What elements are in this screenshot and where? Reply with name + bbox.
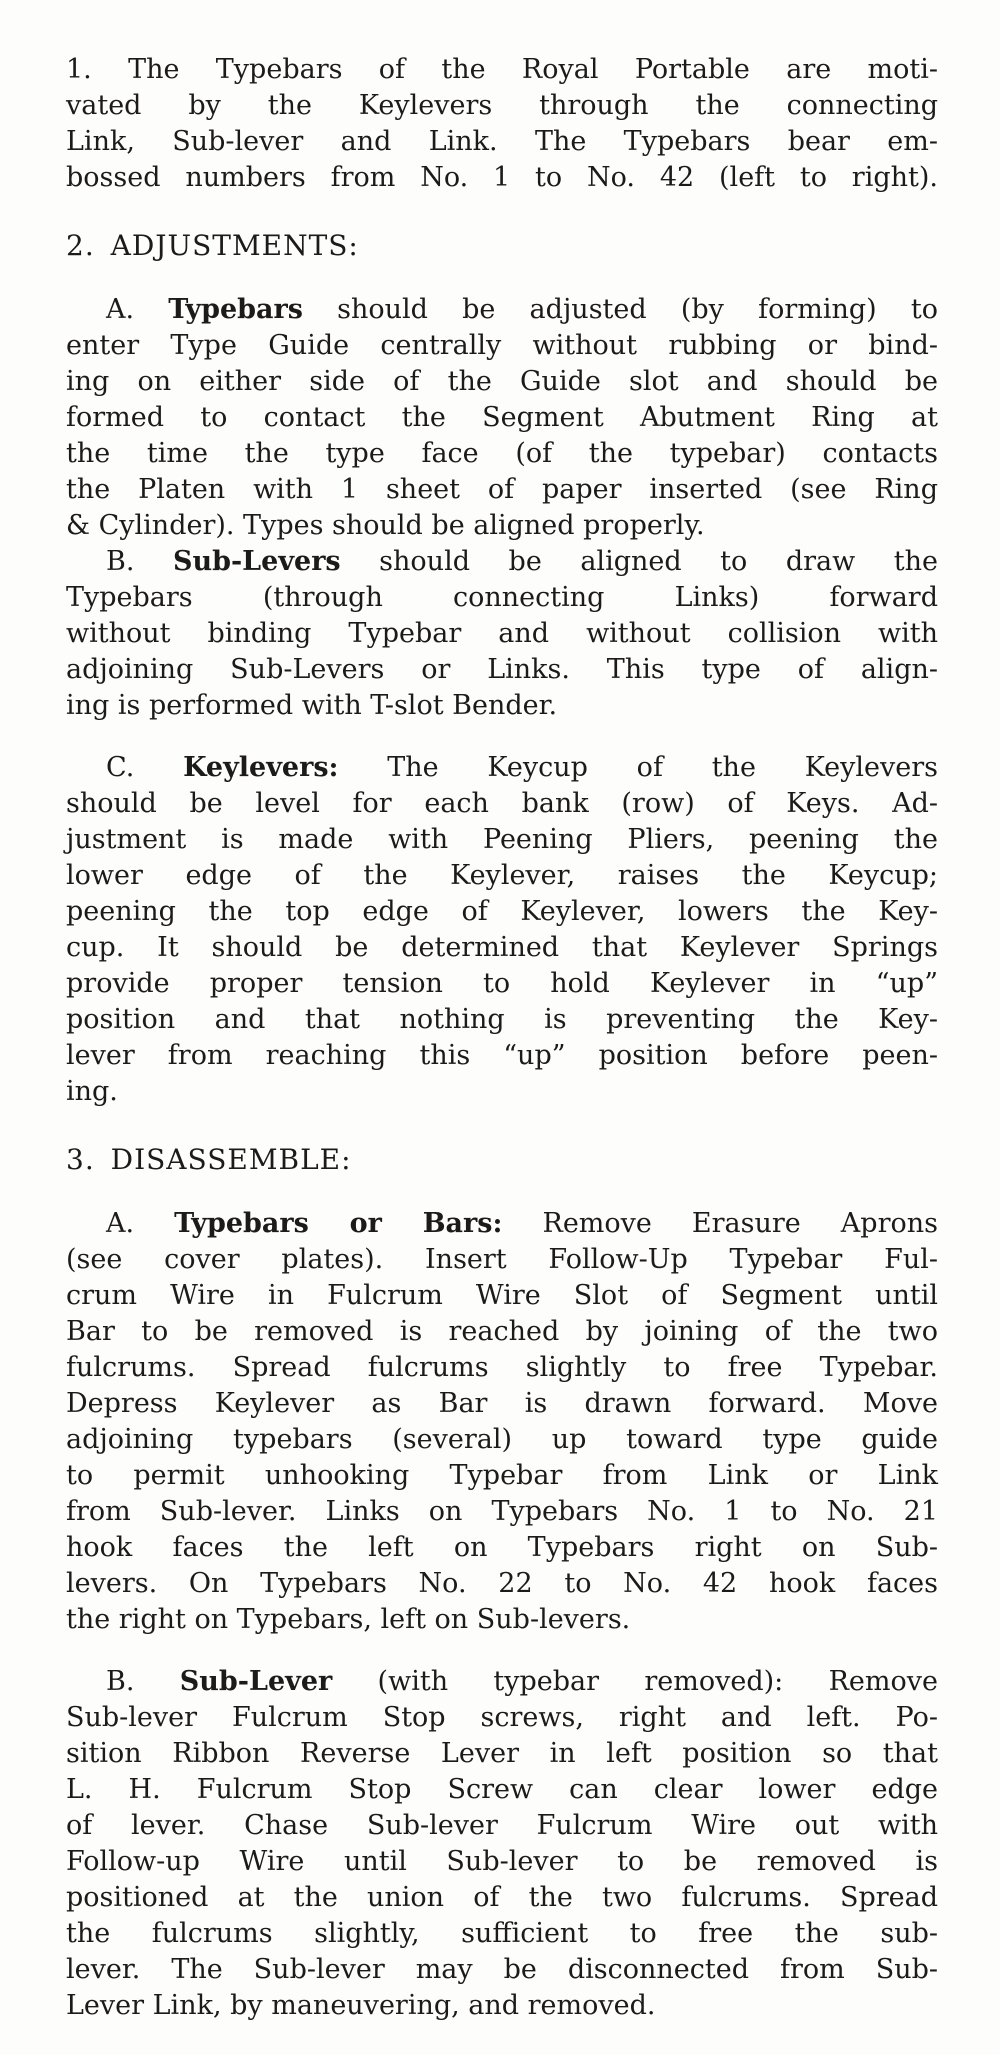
text-run: to permit unhooking Typebar from Link or Link (66, 1460, 938, 1491)
text-run: A. (106, 1208, 175, 1239)
text-run: sition Ribbon Reverse Lever in left position so that (66, 1738, 938, 1769)
text-run: should be adjusted (by forming) to (302, 294, 938, 325)
text-line (66, 1736, 938, 1772)
text-line (66, 822, 938, 858)
text-run: C. (106, 752, 184, 783)
text-line (66, 1002, 938, 1038)
text-run: Remove Erasure Aprons (502, 1208, 938, 1239)
text-line (66, 1566, 938, 1602)
text-run: vated by the Keylevers through the connecting (66, 90, 938, 121)
text-line (66, 1386, 938, 1422)
text-line (66, 1844, 938, 1880)
text-line (66, 1700, 938, 1736)
text-run: the time the type face (of the typebar) contacts (66, 438, 938, 469)
text-line (66, 160, 938, 196)
text-run: provide proper tension to hold Keylever in “up” (66, 968, 938, 999)
text-run: bossed numbers from No. 1 to No. 42 (left to right). (66, 162, 938, 193)
text-run: Depress Keylever as Bar is drawn forward. Move (66, 1388, 938, 1419)
text-run: ing. (66, 1076, 118, 1107)
paragraph (66, 750, 938, 1110)
text-line (66, 1772, 938, 1808)
text-line (66, 930, 938, 966)
text-run: B. (106, 546, 173, 577)
text-line (66, 436, 938, 472)
bold-run: Typebars or Bars: (174, 1208, 503, 1239)
text-run: the right on Typebars, left on Sub-levers. (66, 1604, 631, 1635)
text-line (66, 750, 938, 786)
text-run: lever. The Sub-lever may be disconnected from Sub- (66, 1954, 938, 1985)
text-line (66, 1530, 938, 1566)
text-run: the Platen with 1 sheet of paper inserted (see Ring (66, 474, 938, 505)
text-run: ing on either side of the Guide slot and should be (66, 366, 938, 397)
text-run: Follow-up Wire until Sub-lever to be removed is (66, 1846, 938, 1877)
text-run: Bar to be removed is reached by joining of the two (66, 1316, 938, 1347)
text-line (66, 652, 938, 688)
text-run: justment is made with Peening Pliers, peening the (66, 824, 938, 855)
text-line (66, 688, 938, 724)
text-run: enter Type Guide centrally without rubbing or bind- (66, 330, 938, 361)
text-line (66, 1494, 938, 1530)
paragraph (66, 1206, 938, 1638)
paragraph (66, 1664, 938, 2024)
text-run: crum Wire in Fulcrum Wire Slot of Segment until (66, 1280, 938, 1311)
text-line (66, 1952, 938, 1988)
text-line (66, 364, 938, 400)
text-line (66, 400, 938, 436)
text-line (66, 52, 938, 88)
text-run: Lever Link, by maneuvering, and removed. (66, 1990, 656, 2021)
text-run: hook faces the left on Typebars right on Sub- (66, 1532, 938, 1563)
text-run: 1. The Typebars of the Royal Portable are moti- (66, 54, 938, 85)
bold-run: Keylevers: (183, 752, 339, 783)
text-line (66, 88, 938, 124)
text-run: levers. On Typebars No. 22 to No. 42 hook faces (66, 1568, 938, 1599)
text-line (66, 1602, 938, 1638)
text-run: from Sub-lever. Links on Typebars No. 1 to No. 21 (66, 1496, 938, 1527)
text-line (66, 1664, 938, 1700)
text-line (66, 1206, 938, 1242)
text-line (66, 616, 938, 652)
text-line (66, 1074, 938, 1110)
text-line (66, 786, 938, 822)
section-heading: 2. ADJUSTMENTS: (66, 229, 359, 262)
bold-run: Typebars (168, 294, 303, 325)
text-run: Link, Sub-lever and Link. The Typebars bear em- (66, 126, 938, 157)
text-line (66, 328, 938, 364)
text-run: positioned at the union of the two fulcrums. Spread (66, 1882, 938, 1913)
text-line (66, 966, 938, 1002)
text-run: B. (106, 1666, 180, 1697)
text-run: lever from reaching this “up” position before peen- (66, 1040, 938, 1071)
text-line (66, 508, 938, 544)
text-line (66, 124, 938, 160)
text-run: without binding Typebar and without collision with (66, 618, 938, 649)
text-run: peening the top edge of Keylever, lowers the Key- (66, 896, 938, 927)
text-line (66, 544, 938, 580)
text-run: Typebars (through connecting Links) forward (66, 582, 938, 613)
text-run: Sub-lever Fulcrum Stop screws, right and left. Po- (66, 1702, 938, 1733)
text-run: cup. It should be determined that Keylever Springs (66, 932, 938, 963)
text-line (66, 1278, 938, 1314)
text-line (66, 1988, 938, 2024)
text-line (66, 292, 938, 328)
bold-run: Sub-Lever (179, 1666, 333, 1697)
paragraph (66, 52, 938, 196)
document-page-content (66, 52, 938, 2024)
text-line (66, 1242, 938, 1278)
text-run: A. (106, 294, 169, 325)
text-line (66, 1422, 938, 1458)
text-run: ing is performed with T-slot Bender. (66, 690, 558, 721)
text-line (66, 858, 938, 894)
text-run: formed to contact the Segment Abutment Ring at (66, 402, 938, 433)
text-line (66, 1916, 938, 1952)
text-run: the fulcrums slightly, sufficient to free the sub- (66, 1918, 938, 1949)
paragraph (66, 544, 938, 724)
text-run: position and that nothing is preventing the Key- (66, 1004, 938, 1035)
text-line (66, 1808, 938, 1844)
text-run: adjoining typebars (several) up toward type guide (66, 1424, 938, 1455)
bold-run: Sub-Levers (172, 546, 341, 577)
text-line (66, 580, 938, 616)
text-run: & Cylinder). Types should be aligned properly. (66, 510, 705, 541)
text-run: adjoining Sub-Levers or Links. This type of align- (66, 654, 938, 685)
text-line (66, 894, 938, 930)
text-run: should be level for each bank (row) of Keys. Ad- (66, 788, 938, 819)
text-run: of lever. Chase Sub-lever Fulcrum Wire out with (66, 1810, 938, 1841)
text-run: should be aligned to draw the (340, 546, 938, 577)
text-run: fulcrums. Spread fulcrums slightly to free Typebar. (66, 1352, 938, 1383)
text-line (66, 472, 938, 508)
text-run: The Keycup of the Keylevers (338, 752, 938, 783)
text-line (66, 1314, 938, 1350)
text-run: lower edge of the Keylever, raises the Keycup; (66, 860, 938, 891)
text-run: L. H. Fulcrum Stop Screw can clear lower edge (66, 1774, 938, 1805)
text-run: (with typebar removed): Remove (332, 1666, 938, 1697)
text-line (66, 1458, 938, 1494)
section-heading: 3. DISASSEMBLE: (66, 1143, 352, 1176)
text-line (66, 1350, 938, 1386)
text-run: (see cover plates). Insert Follow-Up Typebar Ful- (66, 1244, 938, 1275)
text-line (66, 1880, 938, 1916)
paragraph (66, 292, 938, 544)
text-line (66, 1038, 938, 1074)
